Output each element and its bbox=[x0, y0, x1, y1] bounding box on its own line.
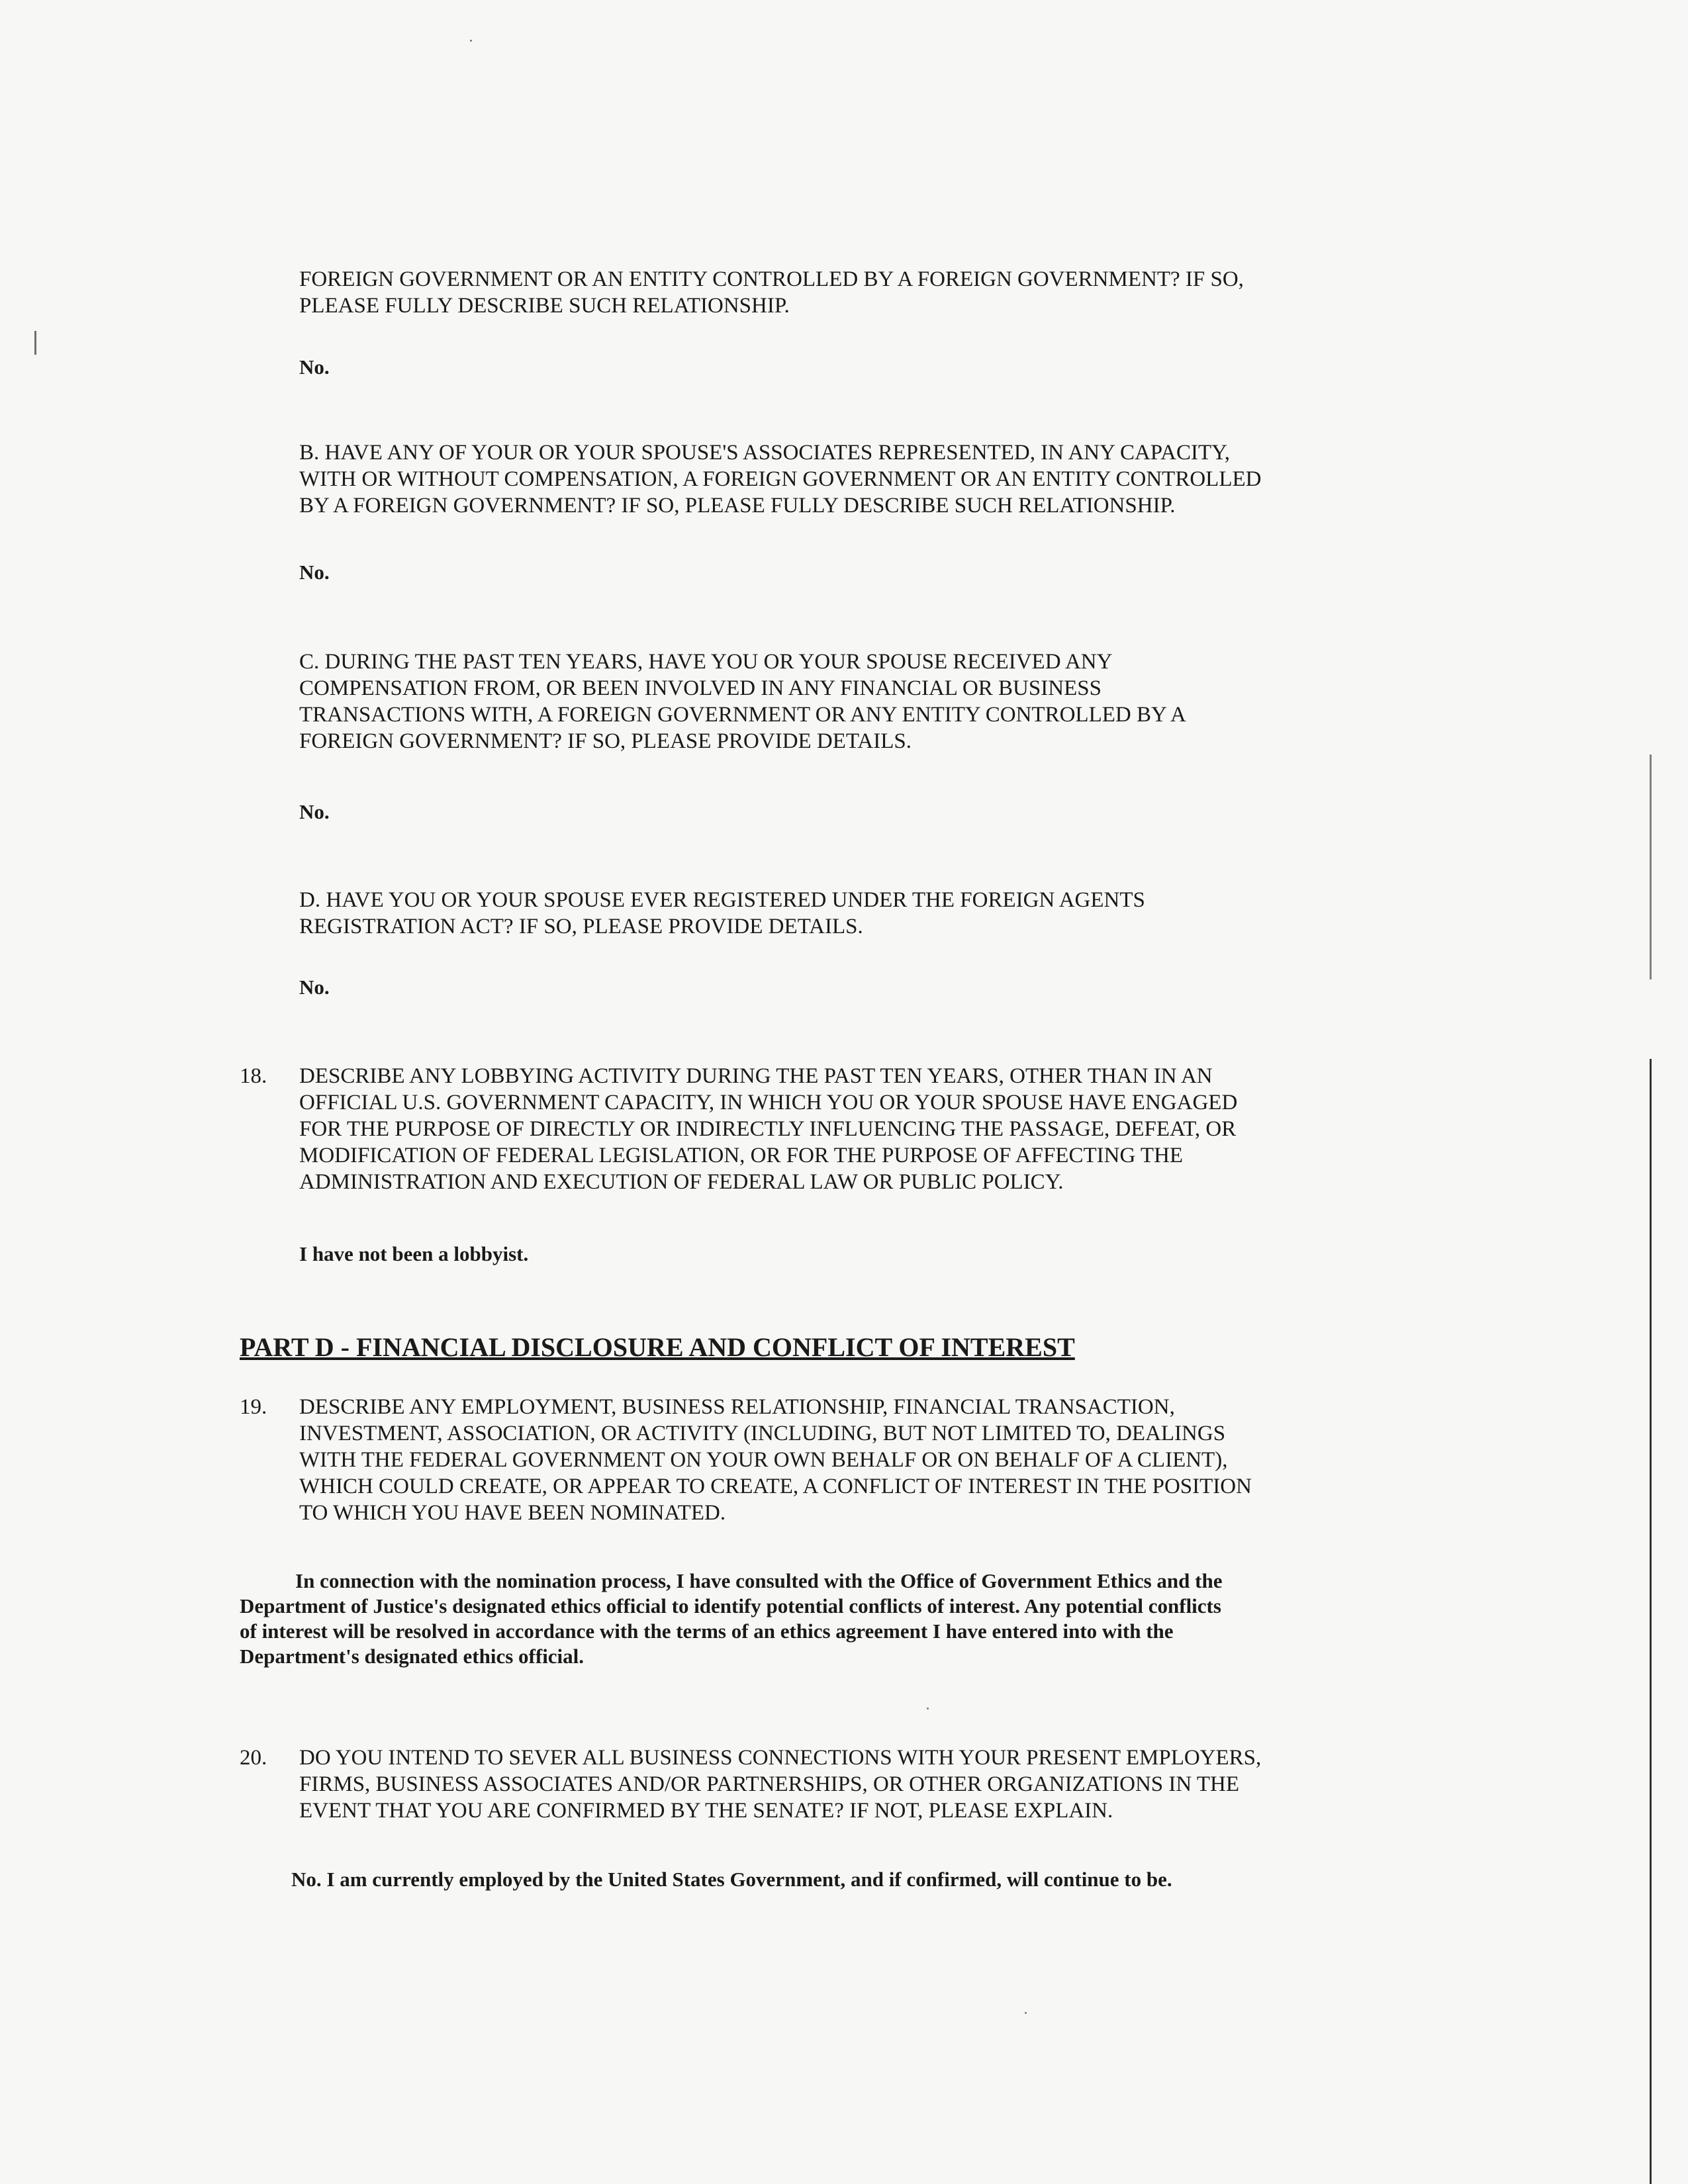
text-line: EVENT THAT YOU ARE CONFIRMED BY THE SENATE? IF NOT, PLEASE EXPLAIN. bbox=[299, 1799, 1113, 1823]
scan-speck bbox=[927, 1707, 929, 1709]
answer-17a: No. bbox=[299, 355, 330, 379]
text-line: DO YOU INTEND TO SEVER ALL BUSINESS CONNECTIONS WITH YOUR PRESENT EMPLOYERS, bbox=[299, 1746, 1262, 1770]
scan-edge-line bbox=[1650, 754, 1652, 979]
text-line: WITH OR WITHOUT COMPENSATION, A FOREIGN GOVERNMENT OR AN ENTITY CONTROLLED bbox=[299, 467, 1262, 491]
question-17d bbox=[299, 887, 1145, 940]
text-line: FOREIGN GOVERNMENT OR AN ENTITY CONTROLLED BY A FOREIGN GOVERNMENT? IF SO, bbox=[299, 267, 1244, 291]
text-line: PLEASE FULLY DESCRIBE SUCH RELATIONSHIP. bbox=[299, 294, 790, 318]
text-line: DESCRIBE ANY LOBBYING ACTIVITY DURING THE PAST TEN YEARS, OTHER THAN IN AN bbox=[299, 1064, 1213, 1088]
text-line: of interest will be resolved in accordance with the terms of an ethics agreement I have entered into with the bbox=[240, 1619, 1174, 1643]
scan-speck bbox=[470, 40, 472, 42]
answer-17b: No. bbox=[299, 561, 330, 584]
text-line: FOREIGN GOVERNMENT? IF SO, PLEASE PROVIDE DETAILS. bbox=[299, 729, 912, 753]
question-number: 20. bbox=[240, 1746, 267, 1770]
text-line: COMPENSATION FROM, OR BEEN INVOLVED IN ANY FINANCIAL OR BUSINESS bbox=[299, 676, 1102, 700]
question-17b bbox=[299, 439, 1261, 519]
scan-edge-line bbox=[1650, 1059, 1652, 2184]
text-line: DESCRIBE ANY EMPLOYMENT, BUSINESS RELATIONSHIP, FINANCIAL TRANSACTION, bbox=[299, 1395, 1175, 1419]
text-line: TRANSACTIONS WITH, A FOREIGN GOVERNMENT OR ANY ENTITY CONTROLLED BY A bbox=[299, 703, 1186, 727]
text-line: ADMINISTRATION AND EXECUTION OF FEDERAL LAW OR PUBLIC POLICY. bbox=[299, 1170, 1064, 1194]
text-line: WITH THE FEDERAL GOVERNMENT ON YOUR OWN BEHALF OR ON BEHALF OF A CLIENT), bbox=[299, 1448, 1228, 1472]
text-line: OFFICIAL U.S. GOVERNMENT CAPACITY, IN WHICH YOU OR YOUR SPOUSE HAVE ENGAGED bbox=[299, 1091, 1238, 1115]
text-line: B. HAVE ANY OF YOUR OR YOUR SPOUSE'S ASSOCIATES REPRESENTED, IN ANY CAPACITY, bbox=[299, 441, 1230, 465]
answer-20: No. I am currently employed by the United States Government, and if confirmed, will continue to be. bbox=[291, 1868, 1172, 1891]
text-line: TO WHICH YOU HAVE BEEN NOMINATED. bbox=[299, 1501, 726, 1525]
question-18 bbox=[240, 1063, 1238, 1195]
text-line: INVESTMENT, ASSOCIATION, OR ACTIVITY (INCLUDING, BUT NOT LIMITED TO, DEALINGS bbox=[299, 1422, 1226, 1445]
text-line: Department's designated ethics official. bbox=[240, 1645, 585, 1668]
question-17a-continuation bbox=[299, 266, 1244, 319]
question-19 bbox=[240, 1394, 1252, 1526]
question-17c bbox=[299, 649, 1186, 754]
text-line: In connection with the nomination process, I have consulted with the Office of Government Ethics and the bbox=[295, 1569, 1223, 1592]
text-line: Department of Justice's designated ethics official to identify potential conflicts of interest. Any potential conflicts bbox=[240, 1594, 1221, 1617]
text-line: FIRMS, BUSINESS ASSOCIATES AND/OR PARTNERSHIPS, OR OTHER ORGANIZATIONS IN THE bbox=[299, 1772, 1239, 1796]
section-heading-part-d: PART D - FINANCIAL DISCLOSURE AND CONFLICT OF INTEREST bbox=[240, 1332, 1075, 1362]
text-line: FOR THE PURPOSE OF DIRECTLY OR INDIRECTLY INFLUENCING THE PASSAGE, DEFEAT, OR bbox=[299, 1117, 1237, 1141]
answer-17c: No. bbox=[299, 800, 330, 823]
scan-mark bbox=[34, 331, 36, 355]
answer-18: I have not been a lobbyist. bbox=[299, 1242, 529, 1265]
question-number: 18. bbox=[240, 1064, 267, 1088]
answer-19 bbox=[240, 1569, 1222, 1669]
text-line: WHICH COULD CREATE, OR APPEAR TO CREATE, A CONFLICT OF INTEREST IN THE POSITION bbox=[299, 1475, 1252, 1498]
question-20 bbox=[240, 1745, 1262, 1824]
answer-17d: No. bbox=[299, 976, 330, 999]
question-number: 19. bbox=[240, 1395, 267, 1419]
scan-speck bbox=[1025, 2012, 1027, 2014]
text-line: MODIFICATION OF FEDERAL LEGISLATION, OR FOR THE PURPOSE OF AFFECTING THE bbox=[299, 1144, 1184, 1167]
text-line: C. DURING THE PAST TEN YEARS, HAVE YOU OR YOUR SPOUSE RECEIVED ANY bbox=[299, 650, 1113, 674]
text-line: BY A FOREIGN GOVERNMENT? IF SO, PLEASE FULLY DESCRIBE SUCH RELATIONSHIP. bbox=[299, 494, 1176, 518]
text-line: REGISTRATION ACT? IF SO, PLEASE PROVIDE DETAILS. bbox=[299, 915, 863, 938]
text-line: D. HAVE YOU OR YOUR SPOUSE EVER REGISTERED UNDER THE FOREIGN AGENTS bbox=[299, 888, 1145, 912]
